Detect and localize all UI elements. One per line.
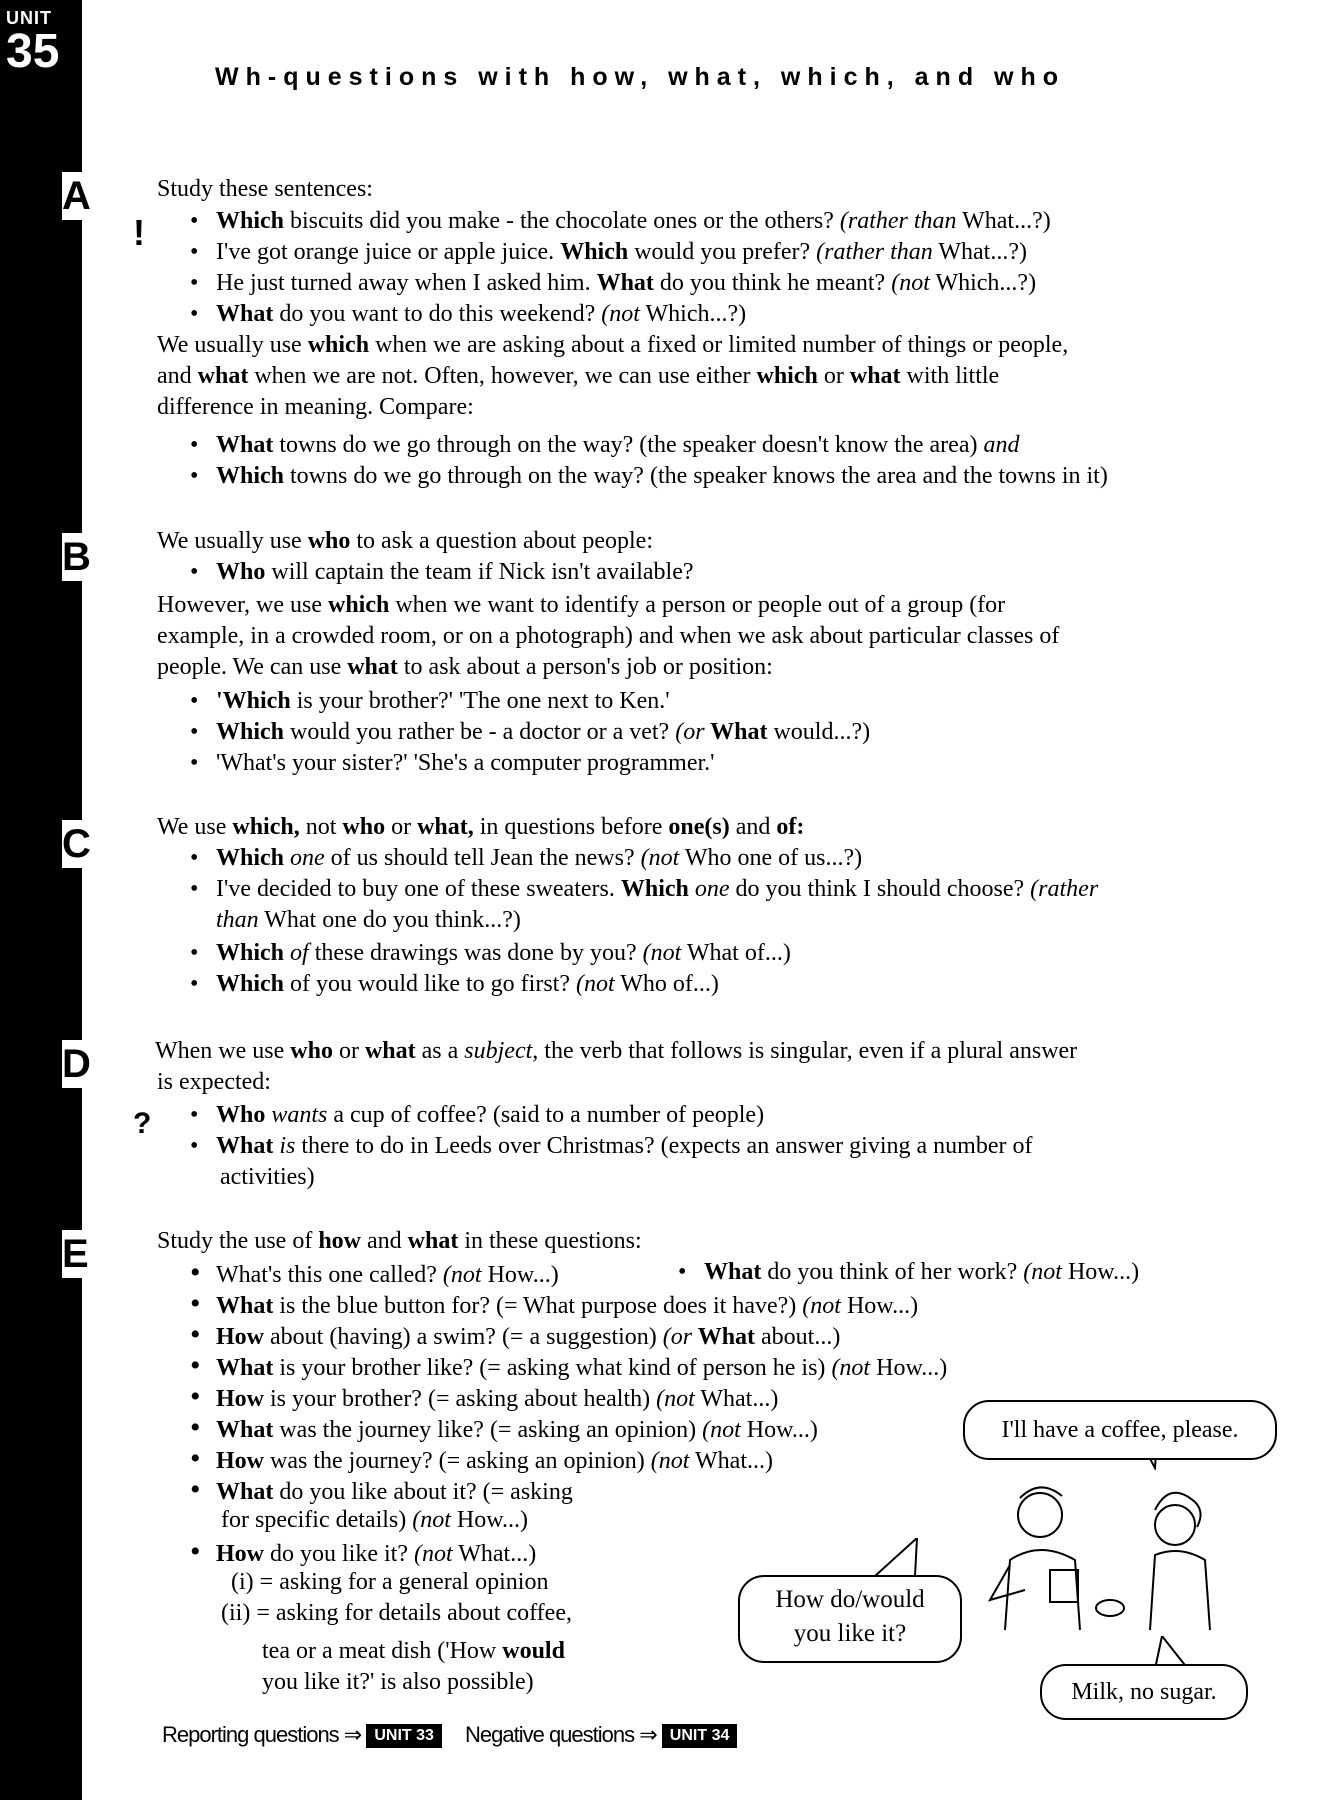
footer-negative-label: Negative questions ⇒ xyxy=(465,1722,657,1747)
list-item: • How do you like it? (not What...) xyxy=(190,1535,537,1568)
list-item: • Which of these drawings was done by you? (not What of...) xyxy=(190,940,791,966)
list-item: • How was the journey? (= asking an opinion) (not What...) xyxy=(190,1442,773,1475)
bubble-how-line1: How do/would xyxy=(775,1586,925,1613)
paragraph-line: people. We can use what to ask about a person's job or position: xyxy=(157,654,773,680)
list-item: • He just turned away when I asked him. What do you think he meant? (not Which...?) xyxy=(190,270,1037,296)
list-item: • Which of you would like to go first? (not Who of...) xyxy=(190,971,719,997)
warning-icon: ! xyxy=(133,212,145,253)
man-body xyxy=(1005,1550,1080,1630)
paragraph-line: and what when we are not. Often, however, we can use either which or what with little xyxy=(157,363,1000,389)
unit-34-badge: UNIT 34 xyxy=(662,1724,738,1748)
speech-bubble-milk: Milk, no sugar. xyxy=(1040,1664,1248,1720)
section-a-intro: Study these sentences: xyxy=(157,176,373,202)
speech-bubble-coffee: I'll have a coffee, please. xyxy=(963,1400,1277,1460)
list-item: • 'Which is your brother?' 'The one next to Ken.' xyxy=(190,688,670,714)
list-item: • Who wants a cup of coffee? (said to a number of people) xyxy=(190,1102,765,1128)
unit-number: 35 xyxy=(6,25,60,78)
list-item: • What do you like about it? (= asking xyxy=(190,1473,573,1506)
footer-reporting-label: Reporting questions ⇒ xyxy=(162,1722,362,1747)
list-item: • What towns do we go through on the way? (the speaker doesn't know the area) and xyxy=(190,432,1020,458)
sub-item-continuation: you like it?' is also possible) xyxy=(262,1669,534,1695)
list-item: • I've decided to buy one of these sweaters. Which one do you think I should choose? (rather xyxy=(190,876,1099,902)
paragraph-line: We usually use who to ask a question about people: xyxy=(157,528,653,554)
paragraph-line: We use which, not who or what, in questions before one(s) and of: xyxy=(157,814,805,840)
sub-item: (ii) = asking for details about coffee, xyxy=(221,1600,572,1626)
list-item: • Who will captain the team if Nick isn't available? xyxy=(190,559,694,585)
speech-bubble-how xyxy=(738,1575,962,1663)
page-title: Wh-questions with how, what, which, and who xyxy=(215,63,1066,91)
unit-label: UNIT xyxy=(6,8,52,28)
bubble-tail-how xyxy=(875,1538,920,1578)
list-item: • Which biscuits did you make - the chocolate ones or the others? (rather than What...?) xyxy=(190,208,1051,234)
woman-head xyxy=(1155,1505,1195,1545)
paragraph-line: When we use who or what as a subject, the verb that follows is singular, even if a plural answer xyxy=(155,1038,1078,1064)
side-strip xyxy=(0,0,82,1800)
cartoon-illustration xyxy=(950,1470,1250,1640)
list-item: • Which one of us should tell Jean the news? (not Who one of us...?) xyxy=(190,845,863,871)
list-item: • What is the blue button for? (= What purpose does it have?) (not How...) xyxy=(190,1287,919,1320)
list-item: • Which would you rather be - a doctor or a vet? (or What would...?) xyxy=(190,719,871,745)
question-icon: ? xyxy=(133,1107,152,1140)
paragraph-line: We usually use which when we are asking about a fixed or limited number of things or people, xyxy=(157,332,1069,358)
list-item: • What is your brother like? (= asking what kind of person he is) (not How...) xyxy=(190,1349,948,1382)
list-item-continuation: for specific details) (not How...) xyxy=(221,1507,529,1533)
section-letter-a: A xyxy=(62,172,108,220)
paragraph-line: difference in meaning. Compare: xyxy=(157,394,474,420)
list-item: • What do you think of her work? (not How...) xyxy=(678,1259,1140,1285)
paragraph-line: example, in a crowded room, or on a photograph) and when we ask about particular classes of xyxy=(157,623,1060,649)
list-item: • Which towns do we go through on the way? (the speaker knows the area and the towns in it) xyxy=(190,463,1108,489)
list-item: • I've got orange juice or apple juice. Which would you prefer? (rather than What...?) xyxy=(190,239,1027,265)
list-item-continuation: than What one do you think...?) xyxy=(216,907,521,933)
coffee-cup xyxy=(1096,1600,1124,1616)
list-item: • How is your brother? (= asking about health) (not What...) xyxy=(190,1380,779,1413)
unit-33-badge: UNIT 33 xyxy=(366,1724,442,1748)
section-letter-c: C xyxy=(62,820,108,868)
list-item: • 'What's your sister?' 'She's a computer programmer.' xyxy=(190,750,715,776)
footer-link-negative-questions[interactable] xyxy=(465,1722,737,1748)
woman-body xyxy=(1150,1551,1210,1630)
paragraph-line: is expected: xyxy=(157,1069,271,1095)
list-item: • What's this one called? (not How...) xyxy=(190,1256,559,1289)
sub-item-continuation: tea or a meat dish ('How would xyxy=(262,1638,565,1664)
section-letter-b: B xyxy=(62,533,108,581)
list-item: • What was the journey like? (= asking an opinion) (not How...) xyxy=(190,1411,818,1444)
list-item: • What do you want to do this weekend? (not Which...?) xyxy=(190,301,747,327)
list-item: • What is there to do in Leeds over Christmas? (expects an answer giving a number of xyxy=(190,1133,1033,1159)
coffee-jar xyxy=(1050,1570,1078,1602)
paragraph-line: Study the use of how and what in these questions: xyxy=(157,1228,642,1254)
sub-item: (i) = asking for a general opinion xyxy=(231,1569,549,1595)
man-head xyxy=(1018,1493,1062,1537)
list-item: • How about (having) a swim? (= a suggestion) (or What about...) xyxy=(190,1318,841,1351)
footer-link-reporting-questions[interactable] xyxy=(162,1722,442,1748)
bubble-how-line2: you like it? xyxy=(793,1620,907,1647)
section-letter-e: E xyxy=(62,1230,108,1278)
list-item-continuation: activities) xyxy=(220,1164,315,1190)
section-letter-d: D xyxy=(62,1040,108,1088)
paragraph-line: However, we use which when we want to identify a person or people out of a group (for xyxy=(157,592,1006,618)
